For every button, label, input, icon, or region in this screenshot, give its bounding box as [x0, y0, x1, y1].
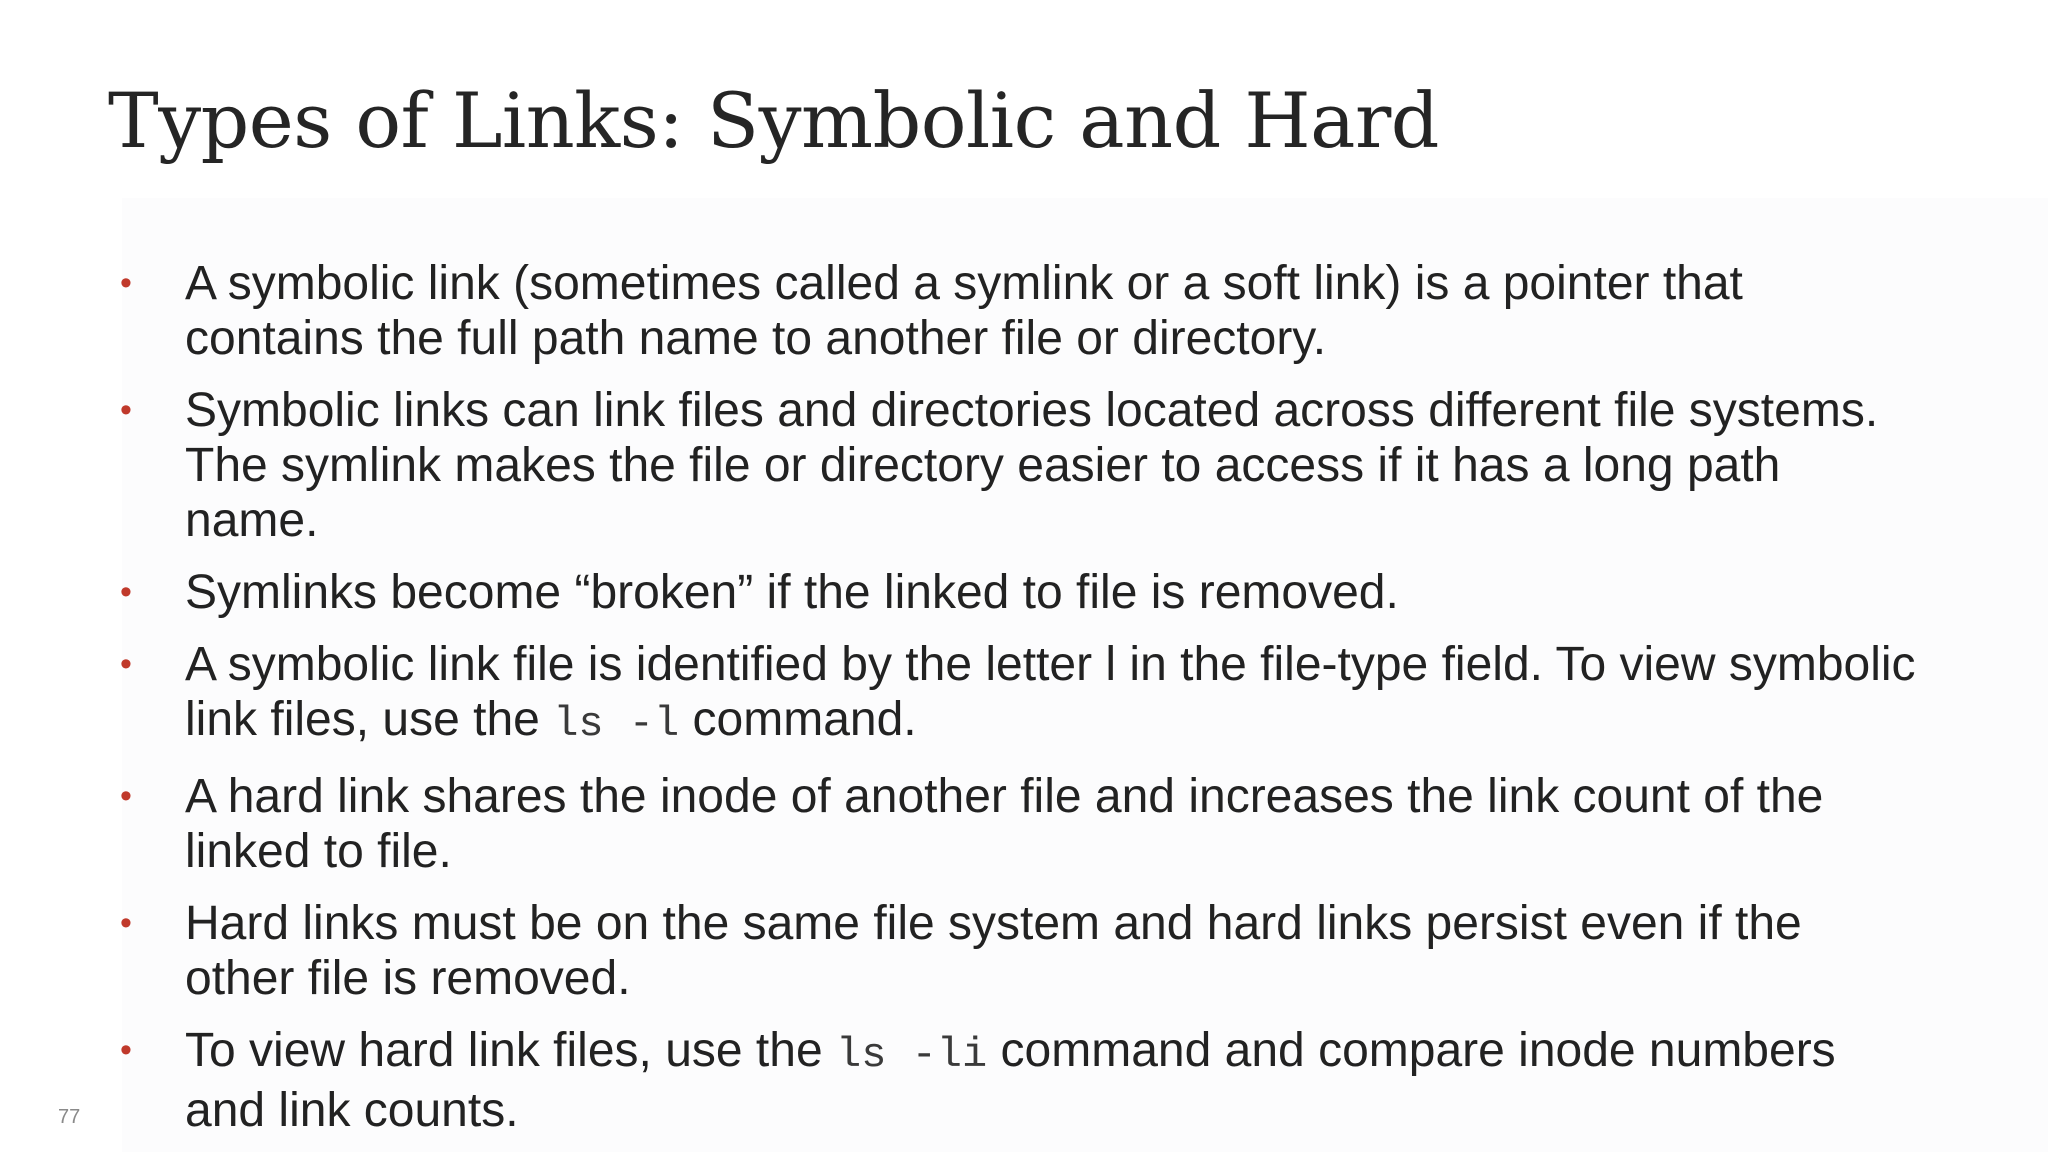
bullet-text — [185, 1024, 1836, 1137]
slide-title: Types of Links: Symbolic and Hard — [108, 76, 1439, 165]
bullet-dot-icon: • — [120, 904, 132, 942]
bullet-dot-icon: • — [120, 264, 132, 302]
bullet-dot-icon: • — [120, 777, 132, 815]
bullet-text — [185, 770, 1823, 878]
bullet-item — [120, 769, 1920, 879]
bullet-text-segment: Symbolic links can link files and directories located across different file systems. The symlink makes the file or directory easier to access if it has a long path name. — [185, 384, 1879, 547]
bullet-text — [185, 566, 1399, 619]
bullet-text-segment: command and compare inode numbers and link counts. — [185, 1024, 1836, 1137]
bullet-item — [120, 383, 1920, 548]
bullet-text-segment: To view hard link files, use the — [185, 1024, 836, 1077]
bullet-item — [120, 565, 1920, 620]
bullet-text — [185, 384, 1878, 547]
page-number: 77 — [58, 1106, 81, 1128]
bullet-text-segment: Symlinks become “broken” if the linked to file is removed. — [185, 566, 1399, 619]
bullet-item — [120, 637, 1920, 752]
bullet-item — [120, 896, 1920, 1006]
command-code: ls -l — [553, 700, 680, 748]
bullet-dot-icon: • — [120, 573, 132, 611]
bullet-dot-icon: • — [120, 391, 132, 429]
bullet-dot-icon: • — [120, 645, 132, 683]
bullet-text-segment: command. — [679, 693, 917, 746]
bullet-text-segment: A symbolic link file is identified by the letter l in the file-type field. To view symbolic link files, use the — [185, 638, 1916, 746]
bullet-text-segment: A symbolic link (sometimes called a symlink or a soft link) is a pointer that contains the full path name to another file or directory. — [185, 257, 1743, 365]
bullet-item — [120, 256, 1920, 366]
bullet-text-segment: A hard link shares the inode of another file and increases the link count of the linked to file. — [185, 770, 1824, 878]
command-code: ls -li — [835, 1031, 988, 1079]
bullet-text-segment: Hard links must be on the same file system and hard links persist even if the other file is removed. — [185, 897, 1802, 1005]
bullet-text — [185, 257, 1743, 365]
bullet-text — [185, 897, 1802, 1005]
bullet-list — [120, 256, 1920, 1152]
bullet-item — [120, 1023, 1920, 1138]
bullet-dot-icon: • — [120, 1031, 132, 1069]
bullet-text — [185, 638, 1916, 746]
